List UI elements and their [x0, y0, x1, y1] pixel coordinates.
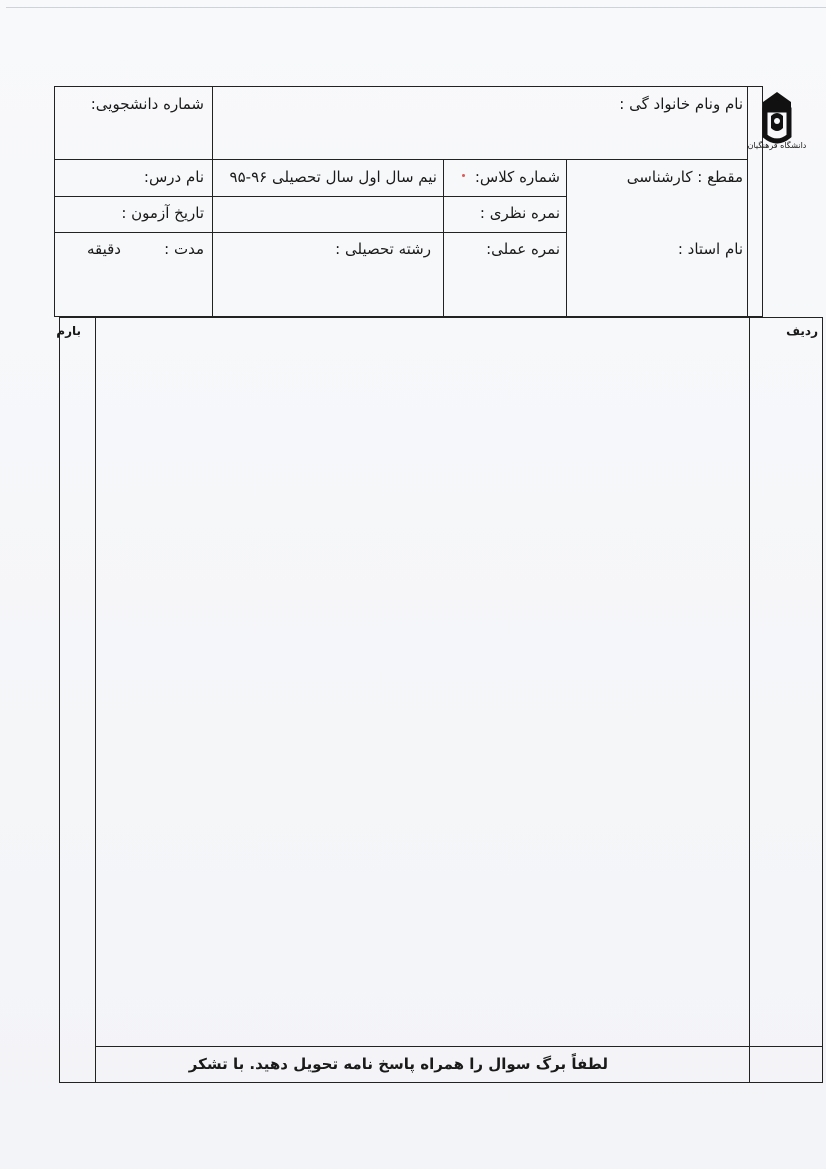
header-table: [54, 86, 763, 317]
class-number-label: شماره کلاس:: [474, 168, 560, 186]
duration-unit: دقیقه: [86, 240, 121, 258]
header-col-line: [566, 159, 567, 317]
theory-grade-label: نمره نظری :: [479, 204, 560, 222]
instructor-label: نام استاد :: [677, 240, 743, 258]
duration-label: مدت :: [164, 240, 204, 258]
university-logo-caption: دانشگاه فرهنگیان: [747, 141, 807, 150]
semester-text: نیم سال اول سال تحصیلی ۹۶-۹۵: [229, 168, 437, 186]
course-name-label: نام درس:: [143, 168, 204, 186]
row-number-header: ردیف: [786, 324, 818, 338]
header-col-line: [212, 86, 213, 317]
header-col-line: [747, 86, 748, 317]
footer-note: لطفاً برگ سوال را همراه پاسخ نامه تحویل دهید. با تشکر: [188, 1055, 608, 1073]
practical-grade-label: نمره عملی:: [486, 240, 560, 258]
student-number-label: شماره دانشجویی:: [90, 95, 204, 113]
field-label: رشته تحصیلی :: [335, 240, 431, 258]
exam-date-label: تاریخ آزمون :: [121, 204, 204, 222]
body-col-line: [95, 317, 96, 1083]
body-col-line: [749, 317, 750, 1083]
score-header: بارم: [56, 324, 81, 338]
level-label: مقطع : کارشناسی: [626, 168, 743, 186]
ink-speck: [462, 174, 465, 177]
header-row-line: [54, 159, 747, 160]
answer-area: [59, 317, 823, 1083]
header-row-line: [54, 196, 566, 197]
paper-edge: [6, 7, 826, 8]
footer-row-line: [95, 1046, 823, 1047]
full-name-label: نام ونام خانواد گی :: [619, 95, 743, 113]
header-col-line: [443, 159, 444, 317]
header-row-line: [54, 232, 566, 233]
